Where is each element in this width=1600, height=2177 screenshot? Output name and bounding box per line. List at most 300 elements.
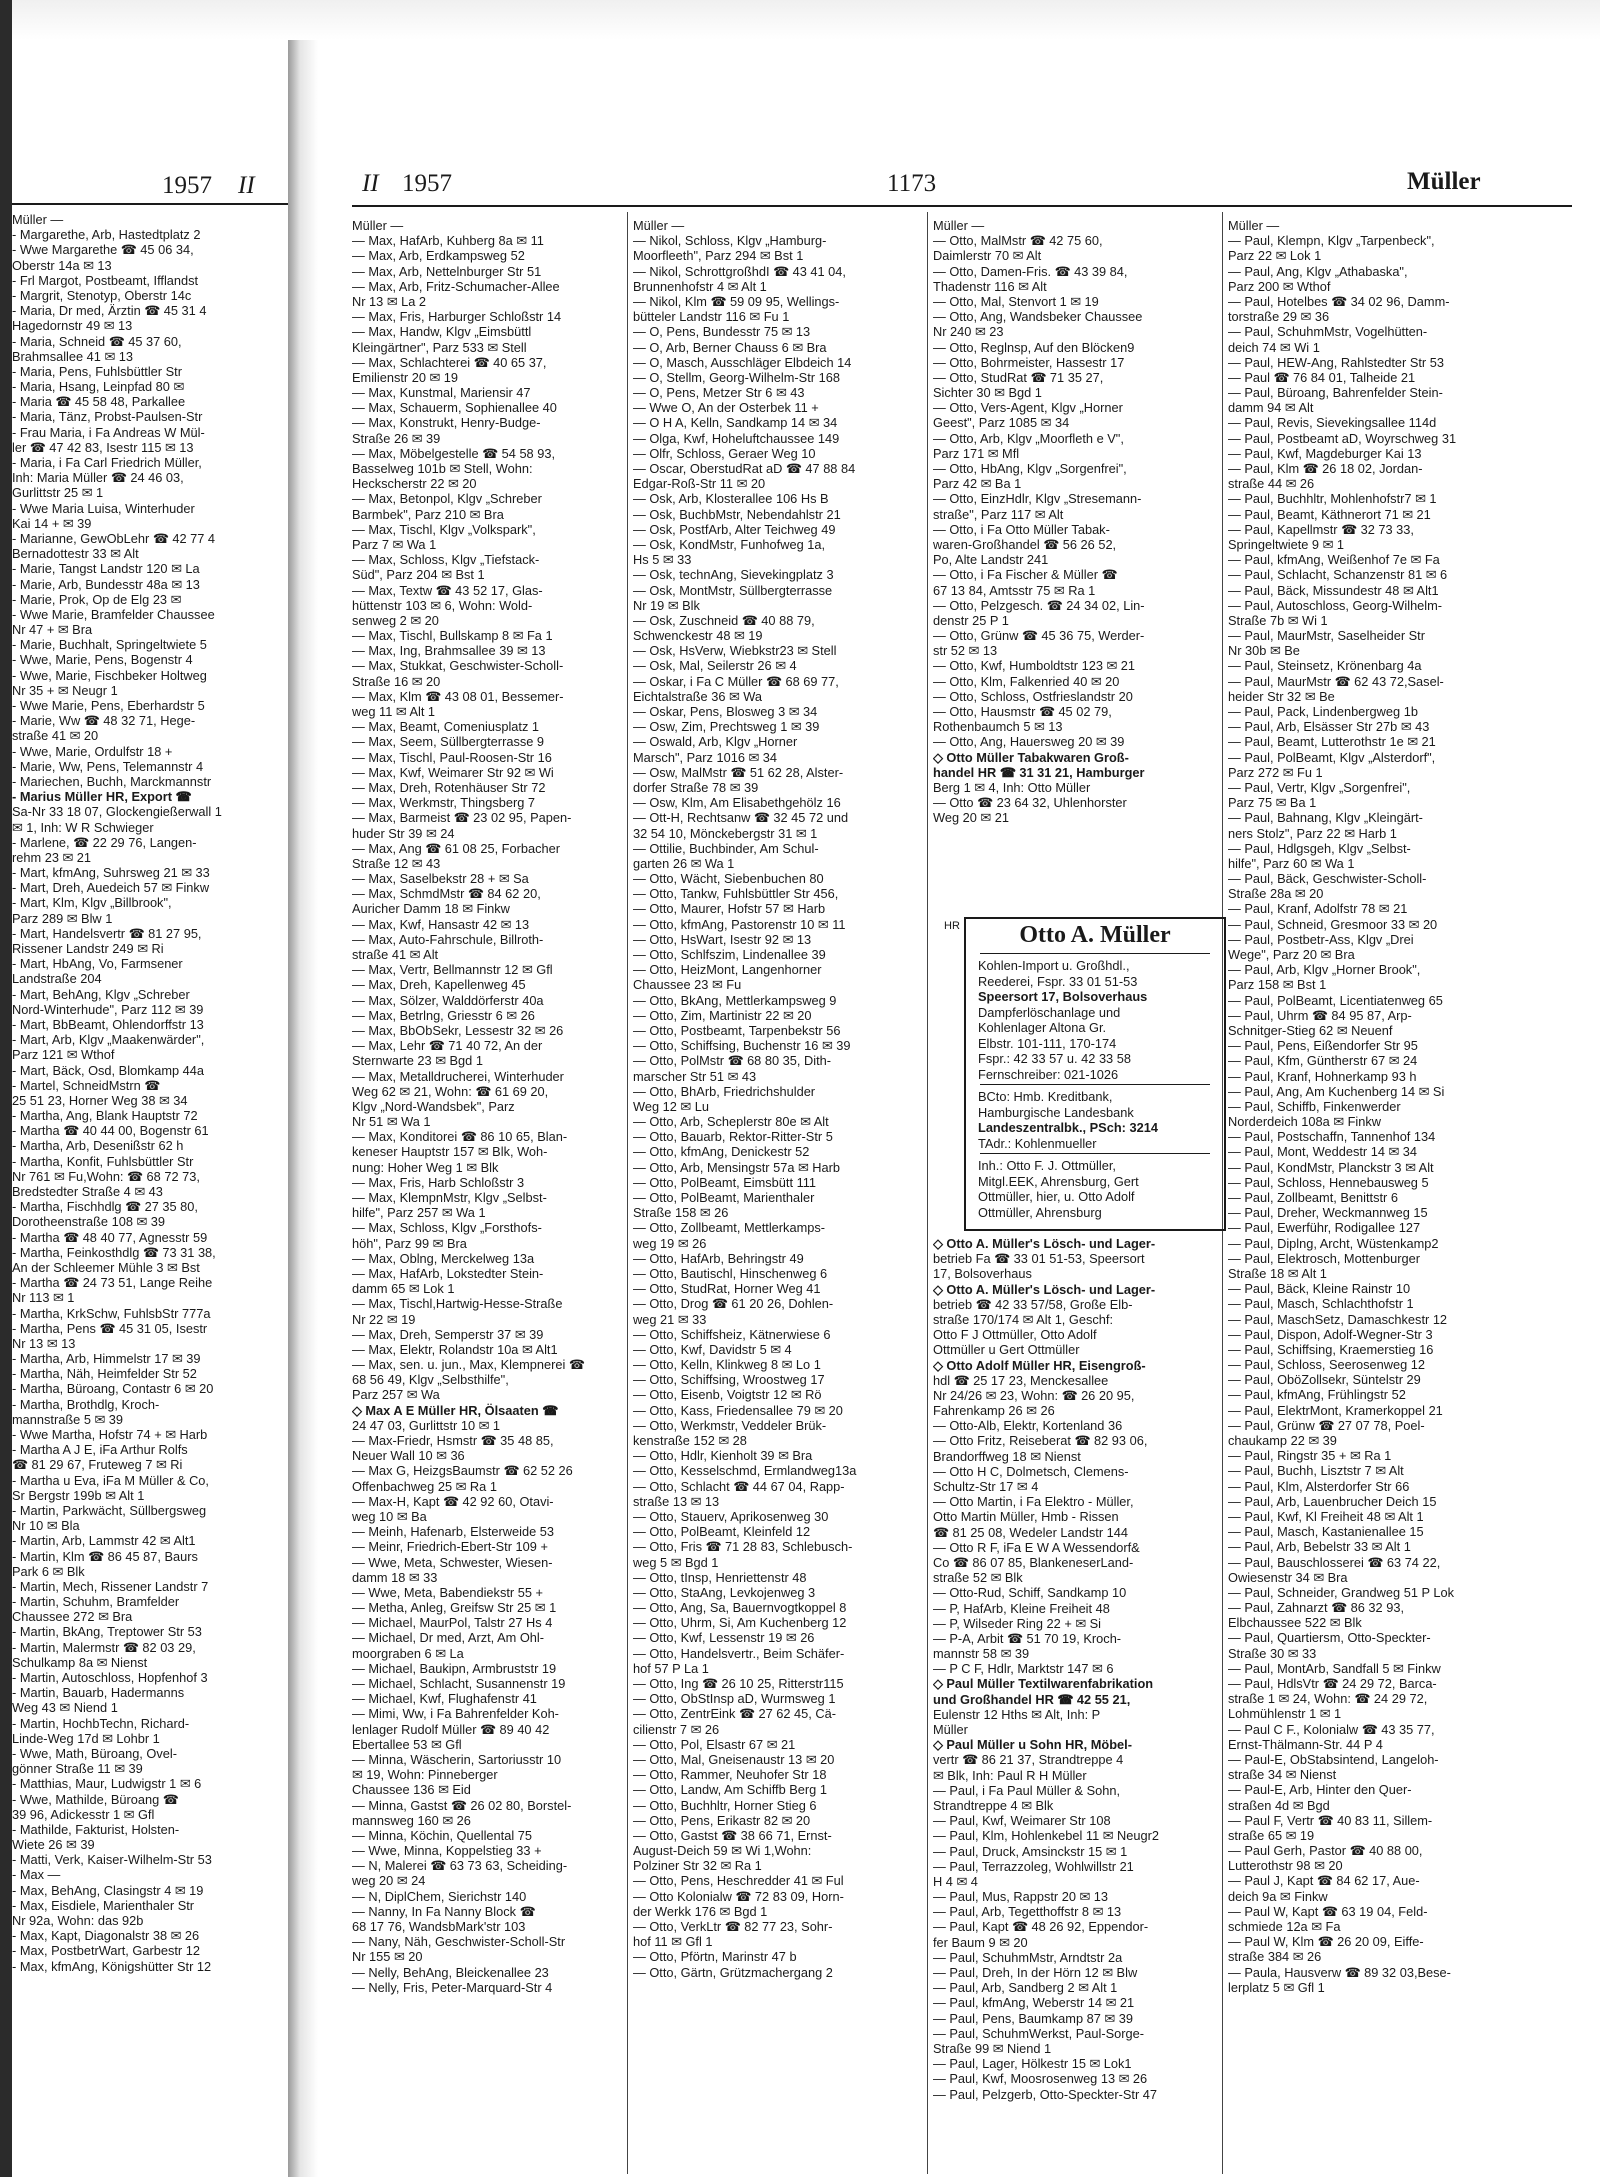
directory-entry-line: — Paul, Arb, Tegetthoffstr 8 ✉ 13 <box>933 1904 1122 1920</box>
directory-entry-line: - Martin, Autoschloss, Hopfenhof 3 <box>12 1670 208 1685</box>
directory-entry-line: — Paul, KondMstr, Planckstr 3 ✉ Alt <box>1228 1159 1434 1175</box>
directory-entry-line: — Otto, Schloss, Ostfrieslandstr 20 <box>933 688 1133 704</box>
directory-entry-line: — Otto, Damen-Fris. ☎ 43 39 84, <box>933 263 1128 279</box>
directory-entry-line: Straße 16 ✉ 20 <box>352 673 441 689</box>
directory-entry-line: - Max — <box>12 1867 61 1883</box>
directory-entry-line: — Otto, Zim, Martinistr 22 ✉ 20 <box>633 1007 812 1023</box>
directory-entry-line: — Otto, Hausmstr ☎ 45 02 79, <box>933 704 1112 719</box>
directory-entry-line: Sichter 30 ✉ Bgd 1 <box>933 385 1042 401</box>
directory-entry-line: Dorotheenstraße 108 ✉ 39 <box>12 1214 166 1230</box>
directory-entry-line: senweg 2 ✉ 20 <box>352 612 439 628</box>
directory-entry-line: Offenbachweg 25 ✉ Ra 1 <box>352 1478 497 1494</box>
directory-entry-line: — Otto, HbAng, Klgv „Sorgenfrei", <box>933 461 1127 476</box>
directory-entry-line: Parz 75 ✉ Ba 1 <box>1228 795 1317 811</box>
directory-entry-line: — Max, Kwf, Weimarer Str 92 ✉ Wi <box>352 764 554 780</box>
directory-entry-line: — O, Arb, Berner Chauss 6 ✉ Bra <box>633 339 827 355</box>
directory-entry-line: cilienstr 7 ✉ 26 <box>633 1721 720 1737</box>
directory-entry-line: — Paul, Postbeamt aD, Woyrschweg 31 <box>1228 430 1457 446</box>
directory-entry-line: — Max, Fris, Harb Schloßstr 3 <box>352 1174 525 1190</box>
right-header-rule <box>352 205 1572 207</box>
directory-entry-line: - Martha, Fischhdlg ☎ 27 35 80, <box>12 1199 198 1215</box>
directory-entry-line: - Mathilde, Fakturist, Holsten- <box>12 1821 180 1837</box>
directory-entry-line: handel HR ☎ 31 31 21, Hamburger <box>933 764 1145 780</box>
directory-entry-line: — Paul, Autoschloss, Georg-Wilhelm- <box>1228 597 1443 613</box>
book-gutter <box>288 40 318 2177</box>
directory-entry-line: — Otto, PolBeamt, Marienthaler <box>633 1190 815 1205</box>
directory-entry-line: 24 47 03, Gurlittstr 10 ✉ 1 <box>352 1417 501 1433</box>
directory-entry-line: - Maria, Pens, Fuhlsbüttler Str <box>12 363 182 379</box>
directory-entry-line: - Margarethe, Arb, Hastedtplatz 2 <box>12 227 201 243</box>
directory-entry-line: Straße 7b ✉ Wi 1 <box>1228 612 1328 628</box>
directory-entry-line: - Martha, Arb, Desenißstr 62 h <box>12 1138 184 1154</box>
directory-entry-line: Straße 26 ✉ 39 <box>352 430 441 446</box>
directory-entry-line: Süd", Parz 204 ✉ Bst 1 <box>352 567 485 583</box>
directory-entry-line: — Paul, Quartiersm, Otto-Speckter- <box>1228 1630 1431 1646</box>
directory-entry-line: — Oswald, Arb, Klgv „Horner <box>633 734 798 750</box>
directory-entry-line: Weg 62 ✉ 21, Wohn: ☎ 61 69 20, <box>352 1083 549 1099</box>
directory-entry-line: Sr Bergstr 199b ✉ Alt 1 <box>12 1487 145 1503</box>
ad-line: Fspr.: 42 33 57 u. 42 33 58 <box>978 1051 1131 1066</box>
directory-entry-line: - Marlene, ☎ 22 29 76, Langen- <box>12 834 197 850</box>
directory-entry-line: Oberstr 14a ✉ 13 <box>12 257 112 273</box>
directory-entry-line: 67 13 84, Amtsstr 75 ✉ Ra 1 <box>933 582 1096 598</box>
directory-entry-line: garten 26 ✉ Wa 1 <box>633 855 735 871</box>
directory-entry-line: 68 17 76, WandsbMark'str 103 <box>352 1919 526 1934</box>
directory-entry-line: Nr 24/26 ✉ 23, Wohn: ☎ 26 20 95, <box>933 1387 1135 1403</box>
directory-entry-line: ◇ Otto Adolf Müller HR, Eisengroß- <box>933 1357 1146 1373</box>
directory-entry-line: — Paul, Masch, Schlachthofstr 1 <box>1228 1296 1414 1312</box>
directory-entry-line: — N, DiplChem, Sierichstr 140 <box>352 1888 527 1904</box>
directory-entry-line: - Max, Kapt, Diagonalstr 38 ✉ 26 <box>12 1928 200 1944</box>
directory-entry-line: — Paul, Arb, Lauenbrucher Deich 15 <box>1228 1493 1437 1509</box>
directory-entry-line: Parz 200 ✉ Wthof <box>1228 278 1331 294</box>
directory-entry-line: straße 52 ✉ Blk <box>933 1570 1023 1586</box>
directory-entry-line: — Paul, Schiffsing, Kraemerstieg 16 <box>1228 1341 1434 1357</box>
directory-entry-line: - Martha, Näh, Heimfelder Str 52 <box>12 1366 197 1382</box>
directory-entry-line: - Marie, Ww ☎ 48 32 71, Hege- <box>12 713 196 729</box>
directory-entry-line: ners Stolz", Parz 22 ✉ Harb 1 <box>1228 825 1397 841</box>
ad-divider <box>980 953 1210 954</box>
directory-entry-line: — Nanny, In Fa Nanny Block ☎ <box>352 1903 536 1919</box>
left-page-year: 1957 <box>162 172 212 199</box>
directory-entry-line: - Marianne, GewObLehr ☎ 42 77 4 <box>12 530 216 546</box>
page-number: 1173 <box>887 170 937 197</box>
directory-entry-line: — Paul, Bauschlosserei ☎ 63 74 22, <box>1228 1554 1441 1570</box>
ad-line: Hamburgische Landesbank <box>978 1104 1134 1120</box>
directory-entry-line: ler ☎ 47 42 83, Isestr 115 ✉ 13 <box>12 439 194 455</box>
directory-entry-line: — Max, Ang ☎ 61 08 25, Forbacher <box>352 840 560 856</box>
otto-a-mueller-advertisement <box>944 917 1226 1231</box>
directory-entry-line: — Otto, Schiffsing, Wroostweg 17 <box>633 1372 825 1388</box>
directory-entry-line: — Max-H, Kapt ☎ 42 92 60, Otavi- <box>352 1493 554 1509</box>
directory-entry-line: hüttenstr 103 ✉ 6, Wohn: Wold- <box>352 597 533 613</box>
directory-entry-line: Bernadottestr 33 ✉ Alt <box>12 546 139 562</box>
directory-entry-line: — Osk, HsVerw, Wiebkstr23 ✉ Stell <box>633 643 837 659</box>
directory-entry-line: straße", Parz 117 ✉ Alt <box>933 506 1064 522</box>
directory-entry-line: — Paul, Zahnarzt ☎ 86 32 93, <box>1228 1600 1404 1616</box>
directory-entry-line: — Max, Klm ☎ 43 08 01, Bessemer- <box>352 688 564 704</box>
directory-entry-line: - Martha, Ang, Blank Hauptstr 72 <box>12 1108 198 1124</box>
directory-entry-line: Straße 12 ✉ 43 <box>352 855 441 871</box>
directory-entry-line: Parz 257 ✉ Wa <box>352 1387 440 1403</box>
directory-entry-line: — Otto, i Fa Fischer & Müller ☎ <box>933 567 1118 583</box>
directory-entry-line: — Otto, Zollbeamt, Mettlerkamps- <box>633 1220 826 1236</box>
directory-entry-line: — Paul, Kwf, Moosrosenweg 13 ✉ 26 <box>933 2071 1148 2087</box>
directory-entry-line: ✉ 19, Wohn: Pinneberger <box>352 1767 498 1783</box>
directory-entry-line: — Paul, Schiffb, Finkenwerder <box>1228 1098 1401 1114</box>
directory-entry-line: marscher Str 51 ✉ 43 <box>633 1068 757 1084</box>
directory-entry-line: — Max, Tischl,Hartwig-Hesse-Straße <box>352 1296 563 1312</box>
directory-entry-line: — Osw, Zim, Prechtsweg 1 ✉ 39 <box>633 719 820 735</box>
directory-entry-line: — Oskar, Pens, Blosweg 3 ✉ 34 <box>633 704 818 719</box>
directory-entry-line: — Minna, Köchin, Quellental 75 <box>352 1827 532 1843</box>
directory-entry-line: Nr 19 ✉ Blk <box>633 597 700 613</box>
directory-entry-line: lenlager Rudolf Müller ☎ 89 40 42 <box>352 1721 550 1737</box>
directory-entry-line: - Mart, Arb, Klgv „Maakenwärder", <box>12 1032 205 1048</box>
directory-entry-line: — Paul, Bäck, Geschwister-Scholl- <box>1228 871 1427 887</box>
directory-entry-line: Parz 42 ✉ Ba 1 <box>933 476 1022 492</box>
directory-entry-line: hdl ☎ 25 17 23, Menckesallee <box>933 1372 1109 1388</box>
directory-entry-line: Wege", Parz 20 ✉ Bra <box>1228 947 1355 962</box>
ad-line: Landeszentralbk., PSch: 3214 <box>978 1120 1158 1135</box>
ad-line: Ottmüller, Ahrensburg <box>978 1204 1102 1220</box>
directory-entry-line: — Paul, Uhrm ☎ 84 95 87, Arp- <box>1228 1007 1412 1023</box>
left-page-column <box>12 212 288 2172</box>
directory-entry-line: — Osk, KondMstr, Funhofweg 1a, <box>633 536 826 552</box>
directory-entry-line: Po, Alte Landstr 241 <box>933 552 1049 568</box>
directory-entry-line: — Otto, Ang, Sa, Bauernvogtkoppel 8 <box>633 1600 847 1616</box>
right-page-year: 1957 <box>402 170 452 197</box>
ad-divider <box>980 1084 1210 1085</box>
directory-entry-line: - Martha, Pens ☎ 45 31 05, Isestr <box>12 1320 208 1336</box>
directory-entry-line: — Paul, MaurMstr, Saselheider Str <box>1228 628 1426 644</box>
directory-entry-line: weg 20 ✉ 24 <box>352 1873 426 1889</box>
directory-entry-line: straße 34 ✉ Nienst <box>1228 1767 1337 1783</box>
ad-divider <box>980 1153 1210 1154</box>
directory-entry-line: - Martin, HochbTechn, Richard- <box>12 1715 190 1731</box>
directory-entry-line: denstr 25 P 1 <box>933 612 1009 628</box>
directory-entry-line: — Max, Schloss, Klgv „Forsthofs- <box>352 1220 542 1236</box>
directory-entry-line: — Paul, SchuhmMstr, Vogelhütten- <box>1228 324 1428 340</box>
directory-entry-line: Parz 289 ✉ Blw 1 <box>12 910 113 926</box>
directory-entry-line: — Otto, Landw, Am Schiffb Berg 1 <box>633 1782 827 1798</box>
directory-entry-line: — Max, Auto-Fahrschule, Billroth- <box>352 931 544 947</box>
directory-entry-line: — Otto, Mal, Gneisenaustr 13 ✉ 20 <box>633 1751 835 1767</box>
directory-entry-line: deich 74 ✉ Wi 1 <box>1228 339 1320 355</box>
directory-entry-line: — Otto, Pens, Heschredder 41 ✉ Ful <box>633 1873 844 1889</box>
directory-entry-line: - Max, BehAng, Clasingstr 4 ✉ 19 <box>12 1882 204 1898</box>
directory-entry-line: straße 44 ✉ 26 <box>1228 476 1315 492</box>
directory-entry-line: Fahrenkamp 26 ✉ 26 <box>933 1403 1055 1419</box>
directory-entry-line: — Paul-E, Arb, Hinter den Quer- <box>1228 1782 1412 1798</box>
directory-entry-line: — Otto, Hdlr, Kienholt 39 ✉ Bra <box>633 1448 813 1464</box>
directory-entry-line: - Wwe, Marie, Fischbeker Holtweg <box>12 667 207 683</box>
directory-entry-line: - Mart, BbBeamt, Ohlendorffstr 13 <box>12 1016 204 1032</box>
directory-entry-line: keneser Hauptstr 157 ✉ Blk, Woh- <box>352 1144 548 1160</box>
directory-entry-line: — Otto, Arb, Klgv „Moorfleth e V", <box>933 430 1124 446</box>
directory-entry-line: — Max, Dreh, Kapellenweg 45 <box>352 977 526 993</box>
directory-entry-line: Nr 35 + ✉ Neugr 1 <box>12 682 118 698</box>
directory-entry-line: — Max, Kwf, Hansastr 42 ✉ 13 <box>352 916 530 932</box>
directory-entry-line: Neuer Wall 10 ✉ 36 <box>352 1448 465 1464</box>
directory-entry-line: — Paul, Schneider, Grandweg 51 P Lok <box>1228 1584 1454 1600</box>
directory-entry-line: — Paul, Pens, Baumkamp 87 ✉ 39 <box>933 2010 1133 2026</box>
directory-entry-line: — Max, Betrlng, Griesstr 6 ✉ 26 <box>352 1007 535 1023</box>
directory-entry-line: — Max, Schloss, Klgv „Tiefstack- <box>352 552 540 568</box>
directory-entry-line: — Paul, Ang, Klgv „Athabaska", <box>1228 263 1408 279</box>
directory-entry-line: — Otto, ZentrEink ☎ 27 62 45, Cä- <box>633 1706 837 1722</box>
directory-entry-line: — O, Pens, Bundesstr 75 ✉ 13 <box>633 324 811 340</box>
directory-entry-line: Straße 28a ✉ 20 <box>1228 886 1324 902</box>
directory-entry-line: hof 11 ✉ Gfl 1 <box>633 1934 713 1950</box>
directory-entry-line: — Otto, BkAng, Mettlerkampsweg 9 <box>633 992 837 1008</box>
directory-entry-line: — Paul ☎ 76 84 01, Talheide 21 <box>1228 369 1416 385</box>
ad-line: Fernschreiber: 021-1026 <box>978 1066 1119 1082</box>
directory-entry-line: - Martha, Feinkosthdlg ☎ 73 31 38, <box>12 1244 216 1260</box>
directory-entry-line: — Paul, Kranf, Adolfstr 78 ✉ 21 <box>1228 901 1408 917</box>
directory-entry-line: — Max G, HeizgsBaumstr ☎ 62 52 26 <box>352 1463 573 1479</box>
directory-entry-line: straße 1 ✉ 24, Wohn: ☎ 24 29 72, <box>1228 1691 1428 1707</box>
directory-entry-line: Thadenstr 116 ✉ Alt <box>933 278 1047 294</box>
directory-entry-line: — Paul, Revis, Sievekingsallee 114d <box>1228 415 1437 431</box>
directory-entry-line: Emilienstr 20 ✉ 19 <box>352 369 459 385</box>
directory-entry-line: — Otto, StaAng, Levkojenweg 3 <box>633 1584 816 1600</box>
directory-entry-line: - Martel, SchneidMstrn ☎ <box>12 1077 161 1093</box>
directory-entry-line: Rothenbaumch 5 ✉ 13 <box>933 719 1063 735</box>
directory-entry-line: — Paul, Buchh, Lisztstr 7 ✉ Alt <box>1228 1463 1404 1479</box>
directory-entry-line: straße 41 ✉ Alt <box>352 947 439 962</box>
directory-entry-line: — Osk, Arb, Klosterallee 106 Hs B <box>633 491 829 507</box>
directory-entry-line: - Mariechen, Buchh, Marckmannstr <box>12 773 212 789</box>
directory-entry-line: waren-Großhandel ☎ 56 26 52, <box>933 536 1117 552</box>
directory-entry-line: Parz 171 ✉ Mfl <box>933 445 1020 461</box>
directory-entry-line: Nr 13 ✉ 13 <box>12 1335 76 1351</box>
directory-entry-line: — Paul, Diplng, Archt, Wüstenkamp2 <box>1228 1235 1439 1251</box>
directory-entry-line: — Otto, StudRat, Horner Weg 41 <box>633 1281 821 1297</box>
directory-entry-line: Park 6 ✉ Blk <box>12 1563 85 1579</box>
directory-entry-line: Müller — <box>633 218 685 233</box>
directory-entry-line: — Otto, Gärtn, Grützmachergang 2 <box>633 1964 833 1980</box>
directory-entry-line: Müller — <box>352 218 404 233</box>
directory-entry-line: — Paul, Lager, Hölkestr 15 ✉ Lok1 <box>933 2056 1132 2072</box>
directory-entry-line: ☎ 81 29 67, Fruteweg 7 ✉ Ri <box>12 1457 183 1473</box>
directory-entry-line: — Max, Dreh, Rotenhäuser Str 72 <box>352 779 546 795</box>
directory-entry-line: — Max, Oblng, Merckelweg 13a <box>352 1250 535 1266</box>
directory-entry-line: - Martha ☎ 48 40 77, Agnesstr 59 <box>12 1229 208 1245</box>
directory-entry-line: - Martha, Konfit, Fuhlsbüttler Str <box>12 1153 194 1169</box>
directory-entry-line: vertr ☎ 86 21 37, Strandtreppe 4 <box>933 1752 1124 1768</box>
directory-entry-line: Sternwarte 23 ✉ Bgd 1 <box>352 1053 483 1069</box>
directory-entry-line: — Max, Werkmstr, Thingsberg 7 <box>352 795 536 811</box>
left-header-rule <box>12 203 288 205</box>
right-page-roman: II <box>362 170 379 197</box>
directory-entry-line: - Martin, Bauarb, Hadermanns <box>12 1685 185 1701</box>
directory-entry-line: Schwenckestr 48 ✉ 19 <box>633 628 763 644</box>
directory-entry-line: — Nikol, SchrottgroßhdI ☎ 43 41 04, <box>633 263 846 279</box>
ad-line: Inh.: Otto F. J. Ottmüller, <box>978 1158 1116 1173</box>
directory-entry-line: — Paul, Elektrosch, Mottenburger <box>1228 1250 1421 1266</box>
directory-entry-line: gönner Straße 11 ✉ 39 <box>12 1761 143 1777</box>
directory-entry-line: fer Baum 9 ✉ 20 <box>933 1934 1028 1950</box>
directory-entry-line: — Max, Stukkat, Geschwister-Scholl- <box>352 658 564 674</box>
directory-entry-line: — Paul, Kfm, Güntherstr 67 ✉ 24 <box>1228 1053 1418 1069</box>
directory-entry-line: Barmbek", Parz 210 ✉ Bra <box>352 506 504 522</box>
directory-entry-line: — Paul J, Kapt ☎ 84 62 17, Aue- <box>1228 1873 1420 1889</box>
directory-entry-line: — Otto, EinzHdlr, Klgv „Stresemann- <box>933 491 1142 507</box>
directory-entry-line: betrieb Fa ☎ 33 01 51-53, Speersort <box>933 1251 1145 1267</box>
running-head: Müller <box>1407 168 1481 195</box>
directory-entry-line: - Frl Margot, Postbeamt, Ifflandst <box>12 272 199 288</box>
directory-entry-line: — Paul, Hdlgsgeh, Klgv „Selbst- <box>1228 840 1411 856</box>
directory-entry-line: Berg 1 ✉ 4, Inh: Otto Müller <box>933 779 1091 795</box>
directory-entry-line: weg 11 ✉ Alt 1 <box>352 704 436 719</box>
directory-entry-line: — Paul, Mont, Weddestr 14 ✉ 34 <box>1228 1144 1418 1160</box>
directory-entry-line: Kai 14 + ✉ 39 <box>12 515 92 531</box>
directory-entry-line: — Otto, Pens, Erikastr 82 ✉ 20 <box>633 1812 811 1828</box>
directory-entry-line: Kleingärtner", Parz 533 ✉ Stell <box>352 339 527 355</box>
directory-entry-line: - Wwe Maria Luisa, Winterhuder <box>12 500 195 516</box>
directory-entry-line: - Mart, kfmAng, Suhrsweg 21 ✉ 33 <box>12 865 210 881</box>
directory-entry-line: — Otto, Fris ☎ 71 28 83, Schlebusch- <box>633 1539 853 1555</box>
directory-entry-line: — Paul, Dreher, Weckmannweg 15 <box>1228 1205 1428 1221</box>
directory-entry-line: Landstraße 204 <box>12 971 102 987</box>
directory-entry-line: Otto Martin Müller, Hmb - Rissen <box>933 1509 1119 1525</box>
directory-entry-line: straße 65 ✉ 19 <box>1228 1827 1315 1843</box>
directory-entry-line: - Martha A J E, iFa Arthur Rolfs <box>12 1442 188 1458</box>
directory-entry-line: chaukamp 22 ✉ 39 <box>1228 1433 1337 1448</box>
directory-entry-line: — Michael, Dr med, Arzt, Am Ohl- <box>352 1630 544 1646</box>
directory-entry-line: - Martin, Parkwächt, Süllbergsweg <box>12 1502 207 1518</box>
directory-entry-line: 32 54 10, Mönckebergstr 31 ✉ 1 <box>633 825 818 841</box>
directory-entry-line: — Otto-Alb, Elektr, Kortenland 36 <box>933 1418 1123 1434</box>
directory-entry-line: — Max, SchmdMstr ☎ 84 62 20, <box>352 886 541 902</box>
directory-entry-line: - Marie, Tangst Landstr 120 ✉ La <box>12 561 200 577</box>
ad-line: Elbstr. 101-111, 170-174 <box>978 1035 1117 1051</box>
directory-entry-line: ◇ Otto Müller Tabakwaren Groß- <box>933 749 1129 765</box>
directory-entry-line: - Martin, Arb, Lammstr 42 ✉ Alt1 <box>12 1533 196 1549</box>
directory-entry-line: — Max, BbObSekr, Lessestr 32 ✉ 26 <box>352 1022 564 1038</box>
directory-entry-line: — Max, HafArb, Lokstedter Stein- <box>352 1265 544 1281</box>
directory-entry-line: — Max, HafArb, Kuhberg 8a ✉ 11 <box>352 233 544 249</box>
directory-entry-line: Polziner Str 32 ✉ Ra 1 <box>633 1858 762 1874</box>
column-divider <box>927 212 928 2174</box>
directory-entry-line: torstraße 29 ✉ 36 <box>1228 309 1330 325</box>
directory-entry-line: der Werkk 176 ✉ Bgd 1 <box>633 1903 768 1919</box>
directory-entry-line: — Paul, OböZollsekr, Süntelstr 29 <box>1228 1372 1421 1388</box>
directory-entry-line: - Max, kfmAng, Königshütter Str 12 <box>12 1958 212 1974</box>
directory-entry-line: Schnitger-Stieg 62 ✉ Neuenf <box>1228 1022 1393 1038</box>
directory-entry-line: — Paul, Pack, Lindenbergweg 1b <box>1228 704 1418 719</box>
directory-entry-line: weg 21 ✉ 33 <box>633 1311 707 1327</box>
directory-entry-line: str 52 ✉ 13 <box>933 643 998 659</box>
directory-entry-line: — Ottilie, Buchbinder, Am Schul- <box>633 840 819 856</box>
directory-entry-line: — Max, Beamt, Comeniusplatz 1 <box>352 719 540 735</box>
directory-entry-line: bütteler Landstr 116 ✉ Fu 1 <box>633 309 790 325</box>
directory-entry-line: — Max, Barmeist ☎ 23 02 95, Papen- <box>352 810 572 826</box>
directory-entry-line: mannsweg 160 ✉ 26 <box>352 1812 471 1828</box>
directory-entry-line: Brandorffweg 18 ✉ Nienst <box>933 1448 1081 1464</box>
directory-entry-line: - Mart, Handelsvertr ☎ 81 27 95, <box>12 925 202 941</box>
directory-entry-line: deich 9a ✉ Finkw <box>1228 1888 1328 1904</box>
directory-entry-line: betrieb ☎ 42 33 57/58, Große Elb- <box>933 1296 1133 1312</box>
directory-entry-line: — Nelly, BehAng, Bleickenallee 23 <box>352 1964 549 1980</box>
directory-entry-line: - Martha, Brothdlg, Kroch- <box>12 1396 160 1412</box>
directory-entry-line: — Metha, Anleg, Greifsw Str 25 ✉ 1 <box>352 1600 557 1616</box>
ad-line: Dampferlöschanlage und <box>978 1004 1121 1020</box>
directory-entry-line: - Marie, Prok, Op de Elg 23 ✉ <box>12 591 182 607</box>
directory-entry-line: — Max, Tischl, Paul-Roosen-Str 16 <box>352 749 552 765</box>
directory-entry-line: — Max, Textw ☎ 43 52 17, Glas- <box>352 582 543 598</box>
directory-entry-line: - Frau Maria, i Fa Andreas W Mül- <box>12 424 205 440</box>
directory-entry-line: — Paul, Dreh, In der Hörn 12 ✉ Blw <box>933 1965 1138 1980</box>
directory-entry-line: — Osk, BuchbMstr, Nebendahlstr 21 <box>633 506 841 522</box>
directory-entry-line: — Paul, Beamt, Käthnerort 71 ✉ 21 <box>1228 506 1431 522</box>
directory-entry-line: heider Str 32 ✉ Be <box>1228 688 1335 704</box>
directory-entry-line: Straße 30 ✉ 33 <box>1228 1645 1317 1661</box>
directory-entry-line: — Otto, kfmAng, Denickestr 52 <box>633 1144 810 1160</box>
directory-entry-line: damm 94 ✉ Alt <box>1228 400 1314 416</box>
directory-entry-line: straßen 4d ✉ Bgd <box>1228 1797 1330 1813</box>
directory-entry-line: — Wwe O, An der Osterbek 11 + <box>633 400 819 416</box>
directory-entry-line: hilfe", Parz 60 ✉ Wa 1 <box>1228 855 1355 871</box>
directory-entry-line: — Max, Dreh, Semperstr 37 ✉ 39 <box>352 1326 544 1342</box>
directory-entry-line: Eichtalstraße 36 ✉ Wa <box>633 688 763 704</box>
directory-entry-line: — Osk, Mal, Seilerstr 26 ✉ 4 <box>633 658 797 674</box>
directory-entry-line: Hs 5 ✉ 33 <box>633 552 692 568</box>
directory-entry-line: - Martin, Klm ☎ 86 45 87, Baurs <box>12 1548 198 1564</box>
directory-entry-line: — Otto, Handelsvertr., Beim Schäfer- <box>633 1645 845 1661</box>
directory-entry-line: — Otto H C, Dolmetsch, Clemens- <box>933 1463 1129 1479</box>
directory-entry-line: — Michael, Baukipn, Armbruststr 19 <box>352 1660 557 1676</box>
directory-entry-line: — Otto, Tankw, Fuhlsbüttler Str 456, <box>633 886 839 902</box>
directory-entry-line: — Osk, MontMstr, Süllbergterrasse <box>633 582 833 598</box>
directory-entry-line: — Otto, Schiffsheiz, Kätnerwiese 6 <box>633 1326 831 1342</box>
directory-entry-line: Heckscherstr 22 ✉ 20 <box>352 476 477 492</box>
directory-entry-line: — Max, Seem, Süllbergterrasse 9 <box>352 734 545 750</box>
directory-entry-line: — Paul, Kapt ☎ 48 26 92, Eppendor- <box>933 1919 1149 1935</box>
directory-entry-line: hilfe", Parz 257 ✉ Wa 1 <box>352 1205 486 1221</box>
directory-entry-line: — Otto, Stauerv, Aprikosenweg 30 <box>633 1508 829 1524</box>
directory-entry-line: - Martha, Arb, Himmelstr 17 ✉ 39 <box>12 1351 201 1367</box>
directory-entry-line: Moorfleeth", Parz 294 ✉ Bst 1 <box>633 248 804 264</box>
directory-entry-line: — Otto, i Fa Otto Müller Tabak- <box>933 521 1110 537</box>
directory-entry-line: - Martha, KrkSchw, FuhlsbStr 777a <box>12 1305 211 1321</box>
directory-entry-line: — Paul, Vertr, Klgv „Sorgenfrei", <box>1228 779 1411 795</box>
directory-entry-line: — Otto, Rammer, Neuhofer Str 18 <box>633 1767 827 1783</box>
directory-entry-line: Klgv „Nord-Wandsbek", Parz <box>352 1098 515 1114</box>
directory-entry-line: ✉ Blk, Inh: Paul R H Müller <box>933 1767 1087 1783</box>
directory-entry-line: — Osw, Klm, Am Elisabethgehölz 16 <box>633 795 841 811</box>
ad-line: Speersort 17, Bolsoverhaus <box>978 989 1148 1004</box>
directory-entry-line: Nr 761 ✉ Fu,Wohn: ☎ 68 72 73, <box>12 1168 200 1184</box>
directory-entry-line: — Paul, kfmAng, Frühlingstr 52 <box>1228 1387 1406 1403</box>
directory-entry-line: — Paul, Kwf, Magdeburger Kai 13 <box>1228 445 1422 461</box>
directory-entry-line: Chaussee 23 ✉ Fu <box>633 977 742 993</box>
directory-entry-line: — Wwe, Meta, Babendiekstr 55 + <box>352 1584 543 1600</box>
directory-entry-line: Müller — <box>1228 218 1280 233</box>
directory-entry-line: — Paul, MaurMstr ☎ 62 43 72,Sasel- <box>1228 673 1444 689</box>
directory-entry-line: — Paul, Kwf, Weimarer Str 108 <box>933 1813 1111 1829</box>
directory-entry-line: — Paul, Klm, Alsterdorfer Str 66 <box>1228 1478 1410 1494</box>
directory-entry-line: - Mart, Dreh, Auedeich 57 ✉ Finkw <box>12 880 210 896</box>
directory-entry-line: — Paul, PolBeamt, Licentiatenweg 65 <box>1228 992 1443 1008</box>
directory-entry-line: — Paul, Bahnang, Klgv „Kleingärt- <box>1228 810 1423 826</box>
directory-entry-line: - Margrit, Stenotyp, Oberstr 14c <box>12 287 192 303</box>
directory-entry-line: Parz 22 ✉ Lok 1 <box>1228 248 1322 264</box>
directory-entry-line: An der Schleemer Mühle 3 ✉ Bst <box>12 1259 200 1275</box>
directory-entry-line: — Michael, Kwf, Flughafenstr 41 <box>352 1691 537 1707</box>
directory-entry-line: Brunnenhofstr 4 ✉ Alt 1 <box>633 278 767 294</box>
